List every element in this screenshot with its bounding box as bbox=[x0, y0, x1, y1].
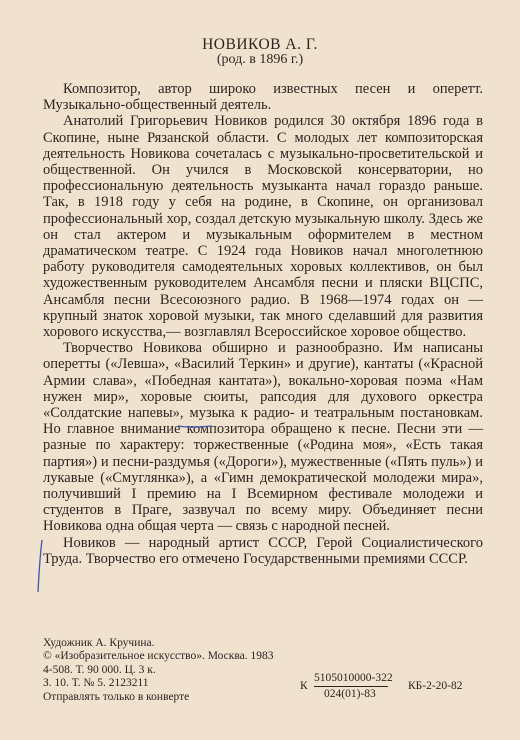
page-title: НОВИКОВ А. Г. bbox=[202, 36, 318, 53]
catalog-letter: К bbox=[300, 680, 308, 692]
fraction-line bbox=[314, 686, 388, 687]
paragraph-intro: Композитор, автор широко известных песен и оперетт. Музыкально-общественный деятель. bbox=[43, 81, 483, 114]
print-run-line: 4-508. Т. 90 000. Ц. 3 к. bbox=[43, 663, 156, 676]
imprint bbox=[43, 637, 343, 704]
mailing-note: Отправлять только в конверте bbox=[43, 690, 190, 703]
catalog-numerator: 5105010000-322 bbox=[314, 672, 393, 684]
margin-mark bbox=[38, 540, 42, 592]
catalog-denominator: 024(01)-83 bbox=[324, 688, 376, 700]
paragraph-awards: Новиков — народный артист СССР, Герой Социалистического Труда. Творчество его отмечено Государственными премиями СССР. bbox=[43, 534, 483, 567]
page-subtitle: (род. в 1896 г.) bbox=[216, 52, 304, 67]
paragraph-biography: Анатолий Григорьевич Новиков родился 30 октября 1896 года в Скопине, ныне Рязанской области. С молодых лет композиторская деятельность Новикова сочеталась с музыкально-просветительской и общественной. Он учился в Московской консерватории, но профессиональную деятельность музыканта начал гораздо раньше. Так, в 1918 году у себя на родине, в Скопине, он организовал профессиональный хор, создал детскую музыкальную школу. Здесь же он стал актером и музыкальным оформителем в местном драматическом театре. С 1924 года Новиков начал многолетнюю работу руководителя самодеятельных хоровых коллективов, он был художественным руководителем Ансамбля песни и пляски ВЦСПС, Ансамбля песни Всесоюзного радио. В 1968—1974 годах он — крупный знаток хоровой музыки, так много сделавший для развития хорового искусства,— возглавлял Всероссийское хоровое общество. bbox=[43, 113, 483, 341]
publisher-line: © «Изобразительное искусство». Москва. 1983 bbox=[43, 650, 274, 663]
paragraph-works: Творчество Новикова обширно и разнообразно. Им написаны оперетты («Левша», «Василий Теркин» и другие), кантаты («Красной Армии слава», «Победная кантата»), вокально-хоровая поэма «Нам нужен мир», хоровые сюиты, рапсодия для духового оркестра «Солдатские напевы», музыка к радио- и театральным постановкам. Но главное внимание композитора обращено к песне. Песни эти — разные по характеру: торжественные («Родина моя», «Есть такая партия») и песни-раздумья («Дороги»), мужественные («Пять пуль») и лукавые («Смуглянка»), а «Гимн демократической молодежи мира», получивший I премию на I Всемирном фестивале молодежи и студентов в Праге, зазвучал по всему миру. Объединяет песни Новикова одна общая черта — связь с народной песней. bbox=[43, 340, 483, 535]
artist-credit: Художник А. Кручина. bbox=[43, 637, 155, 649]
biography-text bbox=[43, 81, 483, 567]
order-line: З. 10. Т. № 5. 2123211 bbox=[43, 677, 149, 690]
catalog-code bbox=[300, 672, 480, 702]
catalog-series-code: КБ-2-20-82 bbox=[408, 680, 463, 692]
